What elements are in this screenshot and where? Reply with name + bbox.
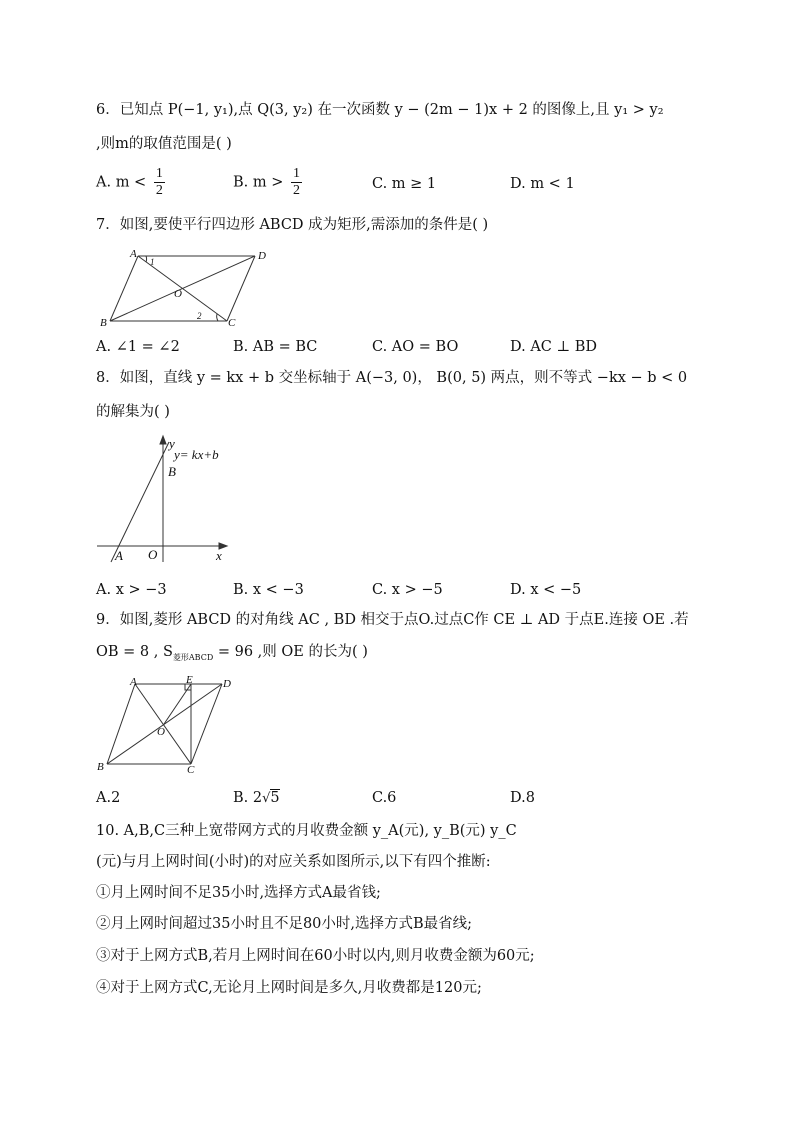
q8-label-o: O	[148, 547, 158, 562]
q8-option-c: C. x > −5	[372, 582, 443, 598]
q9-side-dc	[191, 684, 222, 764]
q9-label-o: O	[157, 726, 165, 738]
q7-option-b: B. AB = BC	[233, 339, 318, 355]
q7-label-b: B	[100, 317, 107, 329]
q9-rhombus-figure	[95, 676, 240, 776]
q9-label-a: A	[130, 676, 137, 688]
q8-y-arrow	[160, 436, 166, 444]
q7-label-1: 1	[150, 257, 155, 267]
q7-angle2-arc	[217, 314, 218, 321]
q8-stem-line2: 的解集为( )	[96, 404, 170, 420]
q6-stem-line2: ,则m的取值范围是( )	[96, 136, 232, 152]
q9-option-b-prefix: B. 2	[233, 790, 263, 806]
q9-stem-line2-part1: OB = 8 , S	[96, 644, 173, 660]
q9-label-e: E	[186, 674, 193, 686]
q10-stem-line1: 10. A,B,C三种上宽带网方式的月收费金额 y_A(元), y_B(元) y_C	[96, 823, 517, 839]
q6-option-a-prefix: A. m <	[96, 174, 147, 191]
q9-option-b	[233, 788, 280, 809]
q6-option-b-denominator: 2	[293, 183, 300, 198]
q9-option-d: D.8	[510, 790, 535, 806]
q7-side-dc	[227, 256, 255, 321]
q6-option-b-fraction	[291, 166, 302, 199]
q6-option-b-numerator: 1	[293, 166, 300, 181]
q9-option-b-radicand: 5	[270, 790, 280, 806]
q9-label-b: B	[97, 761, 104, 773]
q7-parallelogram-figure	[100, 246, 275, 331]
q6-option-d: D. m < 1	[510, 176, 575, 192]
q10-item-3: ③对于上网方式B,若月上网时间在60小时以内,则月收费金额为60元;	[96, 948, 535, 964]
q8-label-eq: y= kx+b	[174, 447, 219, 462]
q8-label-b: B	[168, 464, 176, 479]
q10-stem-line2: (元)与月上网时间(小时)的对应关系如图所示,以下有四个推断:	[96, 854, 491, 870]
q7-diagonal-bd	[110, 256, 255, 321]
q8-option-d: D. x < −5	[510, 582, 582, 598]
q8-label-a: A	[115, 548, 123, 563]
q9-label-d: D	[223, 678, 231, 690]
q7-option-d: D. AC ⊥ BD	[510, 339, 598, 355]
q10-item-2: ②月上网时间超过35小时且不足80小时,选择方式B最省线;	[96, 916, 473, 932]
q9-label-c: C	[187, 764, 195, 776]
q9-option-b-sqrt-sign: √	[262, 791, 271, 806]
q8-line-y-kx-b	[111, 442, 169, 562]
q9-option-a: A.2	[96, 790, 121, 806]
q7-label-c: C	[228, 317, 236, 329]
q9-stem-line2	[96, 642, 368, 668]
q9-area-subscript: 菱形ABCD	[172, 652, 214, 662]
q7-option-c: C. AO = BO	[372, 339, 459, 355]
q7-label-a: A	[130, 248, 137, 260]
q7-label-d: D	[258, 250, 266, 262]
q7-label-o: O	[174, 288, 182, 300]
q7-option-a: A. ∠1 = ∠2	[96, 339, 180, 355]
q9-option-c: C.6	[372, 790, 397, 806]
q9-stem-line2-part2: = 96 ,则 OE 的长为( )	[213, 644, 368, 660]
q6-option-c: C. m ≥ 1	[372, 176, 437, 192]
q8-stem-line1: 8．如图，直线 y = kx + b 交坐标轴于 A(−3, 0)， B(0, 5) 两点，则不等式 −kx − b < 0	[96, 370, 688, 386]
q8-graph-figure	[95, 432, 235, 567]
q10-item-1: ①月上网时间不足35小时,选择方式A最省钱;	[96, 885, 381, 901]
q7-side-ab	[110, 256, 138, 321]
q7-label-2: 2	[197, 311, 202, 321]
q8-option-b: B. x < −3	[233, 582, 304, 598]
q8-label-y: y	[169, 436, 175, 451]
q6-stem-line1: 6．已知点 P(−1, y₁),点 Q(3, y₂) 在一次函数 y − (2m − 1)x + 2 的图像上,且 y₁ > y₂	[96, 102, 664, 118]
q6-option-b	[233, 166, 302, 199]
q8-option-a: A. x > −3	[96, 582, 167, 598]
q6-option-a-numerator: 1	[155, 166, 163, 181]
q7-angle1-arc	[146, 256, 147, 262]
q7-stem: 7．如图,要使平行四边形 ABCD 成为矩形,需添加的条件是( )	[96, 217, 489, 233]
q9-stem-line1: 9．如图,菱形 ABCD 的对角线 AC , BD 相交于点O.过点C作 CE ⊥ AD 于点E.连接 OE .若	[96, 612, 689, 628]
q6-option-a-denominator: 2	[155, 183, 163, 198]
q6-option-a-fraction	[154, 166, 165, 199]
q6-option-a	[96, 166, 165, 199]
q8-label-x: x	[216, 548, 222, 563]
q9-side-ab	[107, 684, 135, 764]
q10-item-4: ④对于上网方式C,无论月上网时间是多久,月收费都是120元;	[96, 980, 482, 996]
q6-option-b-prefix: B. m >	[233, 174, 284, 191]
